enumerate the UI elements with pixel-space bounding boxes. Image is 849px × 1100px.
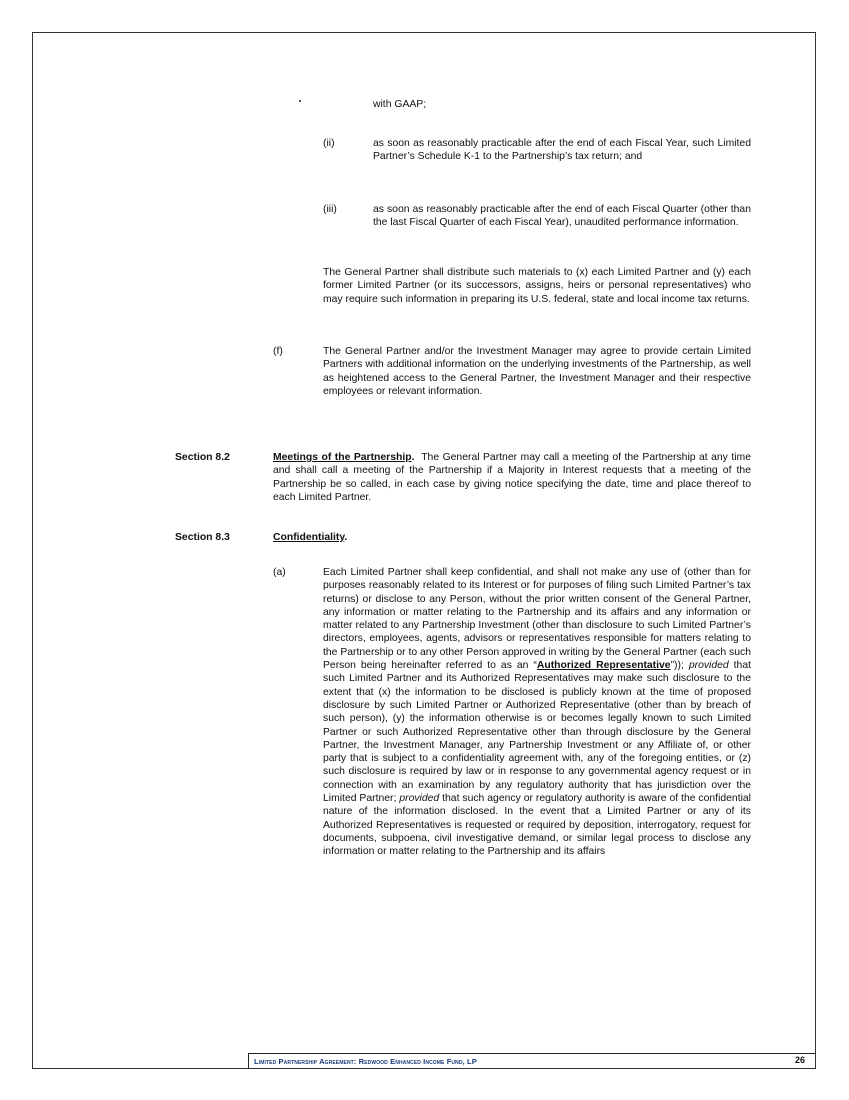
item-a-part4: that such agency or regulatory authority is aware of the confidential nature of the information disclosed. In the event that a Limited Partner or any of its Authorized Representatives is requested or required by deposition, interrogatory, request for documents, subpoena, civil investigative demand, or similar legal process to disclose any information or matter relating to the Partnership and its affairs: [323, 793, 751, 858]
section-8-3-title: Confidentiality: [273, 532, 345, 543]
item-a-part2: ”));: [670, 660, 689, 672]
item-ii-text: as soon as reasonably practicable after the end of each Fiscal Year, such Limited Partner’s Schedule K-1 to the Partnership’s tax return; and: [373, 138, 751, 163]
page-number: 26: [794, 1055, 805, 1065]
item-a-part1: Each Limited Partner shall keep confidential, and shall not make any use of (other than for purposes reasonably related to its Interest or for purposes of filing such Limited Partner’s tax returns) or disclose to any Person, without the prior written consent of the General Partner, any information or matter relating to the Partnership and its affairs and any information or matter related to any Partnership Investment (other than disclosure to such Limited Partner’s directors, employees, agents, advisors or representatives responsible for matters relating to the Partnership or to any other Person approved in writing by the General Partner (each such Person being hereinafter referred to as an “: [323, 567, 751, 672]
section-8-3-title-period: .: [344, 532, 348, 543]
defined-term-authorized-representative: Authorized Representative: [536, 660, 671, 672]
item-a-label: (a): [273, 567, 286, 578]
section-8-2-title-period: .: [411, 452, 415, 463]
item-a-part3: that such Limited Partner and its Authorized Representatives may make such disclosure to the extent that (x) the information to be disclosed is publicly known at the time of proposed disclosure by such Limited Partner or Authorized Representative (other than by breach of such person), (y) the information otherwise is or becomes legally known to such Limited Partner or such Authorized Representative other than through disclosure by the General Partner, the Investment Manager, any Partnership Investment or any Affiliate of, or other party that is subject to a confidentiality agreement with, any of the foregoing entities, or (z) such disclosure is required by law or in response to any governmental agency request or in connection with an examination by any regulatory authority that has jurisdiction over the Limited Partner;: [323, 660, 752, 805]
distribute-paragraph: The General Partner shall distribute such materials to (x) each Limited Partner and (y) each former Limited Partner (or its successors, assigns, heirs or personal representatives) who may require such information in preparing its U.S. federal, state and local income tax returns.: [323, 267, 751, 305]
section-8-2-title: Meetings of the Partnership: [273, 452, 412, 463]
section-8-3-number: Section 8.3: [175, 532, 230, 543]
footer-title: Limited Partnership Agreement: Redwood Enhanced Income Fund, LP: [254, 1057, 477, 1066]
section-8-3-heading: [273, 531, 347, 544]
stray-mark: [299, 100, 301, 102]
section-8-2-body: The General Partner may call a meeting of the Partnership at any time and shall call a meeting of the Partnership if a Majority in Interest requests that a meeting of the Partnership be so called, in each case by giving notice specifying the date, time and place thereof to each Limited Partner.: [273, 452, 751, 503]
section-8-2-paragraph: [273, 451, 751, 504]
item-iii-label: (iii): [323, 204, 337, 215]
item-a-provided-2: provided: [399, 793, 440, 805]
gaap-line: with GAAP;: [373, 99, 427, 110]
item-ii-label: (ii): [323, 138, 335, 149]
page-footer: [248, 1053, 815, 1068]
item-a-provided-1: provided: [688, 660, 729, 672]
item-f-label: (f): [273, 346, 283, 357]
section-8-2-number: Section 8.2: [175, 452, 230, 463]
item-a-text: [323, 566, 751, 859]
item-f-text: The General Partner and/or the Investment Manager may agree to provide certain Limited Partners with additional information on the underlying investments of the Partnership, as well as heightened access to the General Partner, the Investment Manager and their respective employees or relevant information.: [323, 346, 751, 397]
item-iii-text: as soon as reasonably practicable after the end of each Fiscal Quarter (other than the last Fiscal Quarter of each Fiscal Year), unaudited performance information.: [373, 204, 751, 229]
page-border: [32, 32, 816, 1069]
